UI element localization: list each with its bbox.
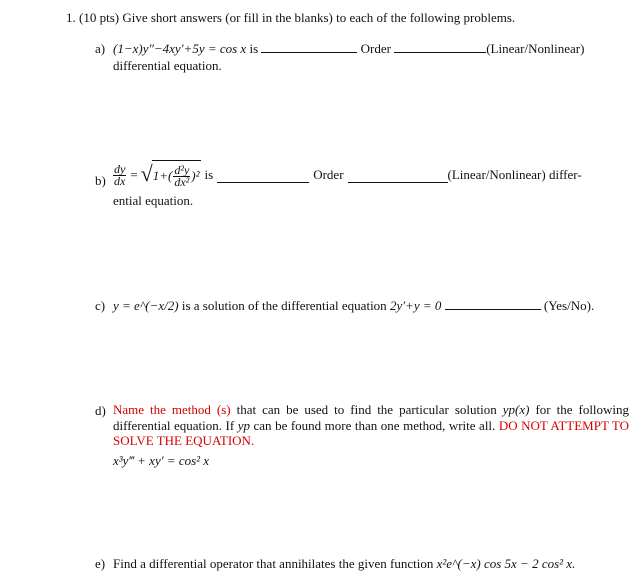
part-b-order-blank[interactable] xyxy=(348,168,448,183)
part-b-lhs-den: dx xyxy=(114,173,126,188)
part-e-line xyxy=(113,556,575,571)
part-a-blank-1[interactable] xyxy=(261,41,357,53)
part-b-blank-1[interactable] xyxy=(217,168,309,183)
part-b-line2: ential equation. xyxy=(113,193,194,208)
part-d-paragraph xyxy=(113,402,629,449)
part-d-yp: yp xyxy=(237,417,250,433)
part-a-choice: (Linear/Nonlinear) xyxy=(486,41,585,56)
part-c-equation: 2y′+y = 0 xyxy=(389,298,442,313)
part-c-text: is a solution of the differential equation xyxy=(181,298,387,313)
part-a-line2: differential equation. xyxy=(113,58,222,73)
part-a-line1 xyxy=(113,41,584,56)
part-b-is: is xyxy=(204,167,214,182)
part-b-inner-fraction xyxy=(173,162,190,189)
part-a-is: is xyxy=(249,41,259,56)
part-a-order-blank[interactable] xyxy=(394,41,486,53)
problem-instructions: Give short answers (or fill in the blanks) to each of the following problems. xyxy=(122,10,516,25)
problem-number: 1. xyxy=(66,10,76,25)
part-b-order-label: Order xyxy=(313,167,344,182)
part-b-sqrt-body xyxy=(152,160,201,190)
part-a-label: a) xyxy=(95,41,106,56)
part-b-equals: = xyxy=(130,167,138,182)
part-b-label: b) xyxy=(95,173,106,188)
part-d-red-do: DO xyxy=(498,417,518,433)
part-c-blank[interactable] xyxy=(445,298,541,310)
part-e-function: x²e^(−x) cos 5x − 2 cos² x. xyxy=(436,556,576,571)
part-d-for-the: for the xyxy=(535,402,573,417)
part-c-line xyxy=(113,298,594,313)
part-d-yp-of-x: yp(x) xyxy=(502,402,530,417)
part-d-equation: x³y‴ + xy′ = cos² x xyxy=(113,453,210,468)
part-d-red-start: Name the method (s) xyxy=(113,402,231,417)
radical-icon: √ xyxy=(140,161,153,186)
part-b-one-plus: 1+( xyxy=(152,168,173,183)
part-b-choice: (Linear/Nonlinear) differ- xyxy=(447,167,582,182)
part-d-line1-rest: that can be used to find the particular solution xyxy=(236,402,497,417)
problem-header xyxy=(66,10,515,25)
part-e-label: e) xyxy=(95,556,106,571)
part-b-sqrt xyxy=(141,160,201,190)
part-c-choice: (Yes/No). xyxy=(543,298,595,313)
part-b-inner-num: d²y xyxy=(174,162,190,177)
problem-points: (10 pts) xyxy=(79,10,120,25)
part-b-inner-den: dx² xyxy=(174,174,190,189)
part-d-label: d) xyxy=(95,403,106,418)
part-e-text: Find a differential operator that annihilates the given function xyxy=(113,556,434,571)
part-d-line2: following differential equation. If xyxy=(113,402,630,433)
part-b-lhs-fraction xyxy=(113,161,126,188)
part-d-red-line3: NOT ATTEMPT TO SOLVE THE EQUATION. xyxy=(113,417,630,448)
part-b-lhs-num: dy xyxy=(114,161,126,176)
part-b-close: )² xyxy=(191,168,200,183)
part-c-label: c) xyxy=(95,298,106,313)
part-a-equation: (1−x)y″−4xy′+5y = cos x xyxy=(113,41,247,56)
part-c-solution: y = e^(−x/2) xyxy=(113,298,179,313)
part-d-line2-rest: can be found more than one method, write all. xyxy=(253,417,496,433)
part-b-line1 xyxy=(112,160,582,190)
part-a-order-label: Order xyxy=(360,41,391,56)
